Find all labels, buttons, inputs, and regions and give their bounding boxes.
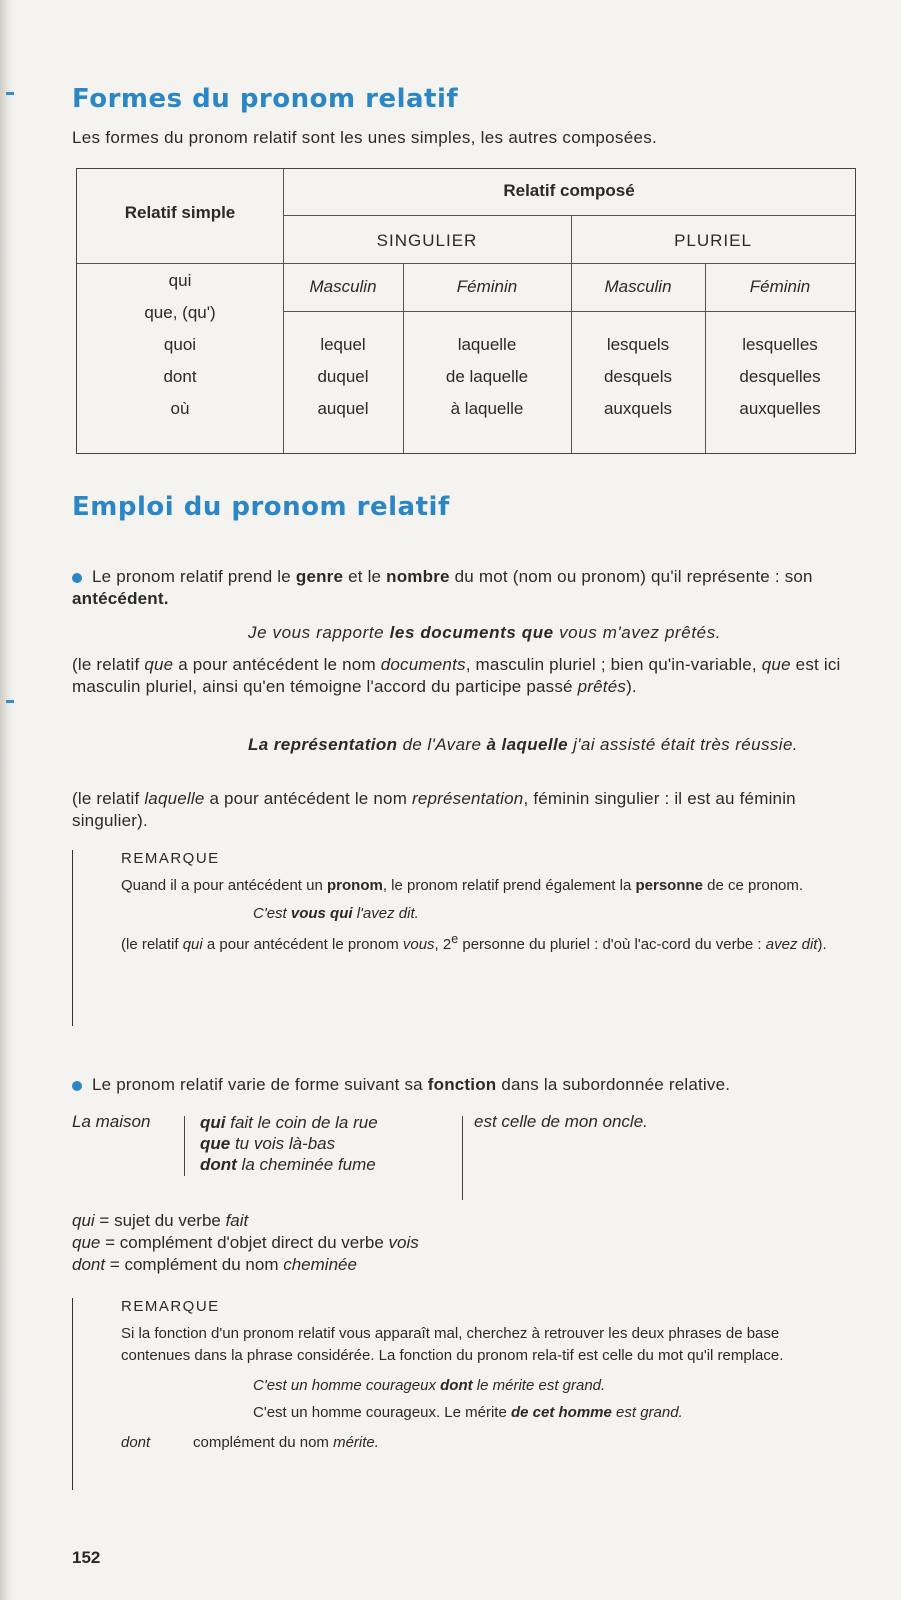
bullet-icon	[72, 573, 82, 583]
text-italic: prêtés	[577, 677, 627, 696]
header-feminin-pluriel: Féminin	[749, 277, 811, 296]
remark-text: Si la fonction d'un pronom relatif vous apparaît mal, cherchez à retrouver les deux phrases de base contenues dans la phrase considérée. La fonction du pronom rela-tif est celle du mot qu'il remplace.	[121, 1325, 784, 1364]
fem-sing-forms-list	[403, 329, 571, 425]
remark-example	[253, 905, 857, 922]
text-bold: vous qui	[290, 905, 353, 922]
function-row	[72, 1232, 419, 1254]
bracket-bar	[462, 1116, 463, 1200]
text-bold: dont	[200, 1155, 237, 1174]
text: , masculin pluriel ; bien qu'in-variable,	[465, 655, 762, 674]
text-bold: les documents que	[389, 623, 554, 642]
text: a pour antécédent le nom	[173, 655, 381, 674]
header-feminin-singulier: Féminin	[456, 277, 518, 296]
table-cell: qui	[168, 271, 192, 290]
relative-line	[200, 1154, 378, 1175]
paragraph-fonction	[72, 1074, 857, 1096]
table-divider	[283, 311, 855, 312]
text-bold: à laquelle	[486, 735, 568, 754]
superscript: e	[451, 932, 459, 946]
explanation-documents	[72, 654, 857, 698]
text: j'ai assisté était très réussie.	[567, 735, 798, 754]
text: du mot (nom ou pronom) qu'il représente : son	[449, 567, 813, 586]
text-italic: mérite.	[333, 1434, 379, 1451]
text: =	[94, 1211, 115, 1230]
table-cell: duquel	[317, 367, 369, 386]
text-italic: documents	[380, 655, 466, 674]
table-cell: à laquelle	[450, 399, 524, 418]
text-bold: pronom	[327, 877, 383, 894]
relative-line	[200, 1112, 378, 1133]
remark-box-fonction	[72, 1298, 857, 1490]
text: Quand il a pour antécédent un	[121, 877, 327, 894]
function-row	[72, 1210, 419, 1232]
text: , 2	[434, 936, 452, 953]
text: ).	[626, 677, 637, 696]
table-cell: lesquelles	[742, 335, 818, 354]
maison-subject: La maison	[72, 1112, 151, 1131]
simple-forms-list	[77, 265, 283, 425]
text-bold: que	[200, 1134, 231, 1153]
text-bold: personne	[635, 877, 703, 894]
text: fait le coin de la rue	[225, 1113, 378, 1132]
explanation-representation	[72, 788, 857, 832]
text: tu vois là-bas	[230, 1134, 336, 1153]
table-divider	[283, 215, 855, 216]
header-pluriel: PLURIEL	[674, 231, 752, 250]
text-bold: fonction	[427, 1075, 497, 1094]
text: vous m'avez prêtés.	[553, 623, 722, 642]
text-italic: qui	[72, 1211, 95, 1230]
table-cell: desquelles	[739, 367, 821, 386]
section-title-emploi: Emploi du pronom relatif	[72, 492, 450, 522]
text-bold: La représentation	[248, 735, 398, 754]
intro-text: Les formes du pronom relatif sont les unes simples, les autres composées.	[72, 128, 658, 147]
text-italic: laquelle	[144, 789, 205, 808]
remark-example-base	[253, 1402, 857, 1424]
bullet-icon	[72, 1081, 82, 1091]
remark-explanation	[121, 928, 857, 956]
text: sujet du verbe	[114, 1211, 226, 1230]
text: (le relatif	[121, 936, 183, 953]
masc-sing-forms-list	[283, 329, 403, 425]
text: l'avez dit.	[352, 905, 419, 922]
text: (le relatif	[72, 655, 145, 674]
header-masculin-singulier: Masculin	[309, 277, 377, 296]
table-cell: lequel	[320, 335, 366, 354]
table-cell: que, (qu')	[144, 303, 216, 322]
table-cell: auquel	[317, 399, 369, 418]
text-italic: vois	[388, 1233, 419, 1252]
text-italic: fait	[225, 1211, 249, 1230]
text-italic: que	[144, 655, 174, 674]
text-italic: dont	[72, 1255, 106, 1274]
text: , le pronom relatif prend également la	[382, 877, 636, 894]
example-documents	[248, 622, 721, 644]
example-representation	[248, 734, 848, 756]
text-italic: est grand.	[611, 1404, 683, 1421]
text: la cheminée fume	[236, 1155, 376, 1174]
remark-conclusion	[121, 1432, 857, 1454]
header-masculin-pluriel: Masculin	[604, 277, 672, 296]
text: a pour antécédent le pronom	[202, 936, 403, 953]
page-binding-edge	[0, 0, 14, 1600]
text: de ce pronom.	[703, 877, 804, 894]
header-relatif-simple: Relatif simple	[124, 203, 236, 222]
text: dans la subordonnée relative.	[496, 1075, 731, 1094]
edge-mark	[6, 92, 14, 95]
text-bold: antécédent.	[72, 589, 169, 608]
text: de l'Avare	[397, 735, 487, 754]
text: complément du nom	[193, 1434, 334, 1451]
text-italic: dont	[121, 1434, 151, 1451]
text-bold: genre	[295, 567, 344, 586]
header-relatif-compose: Relatif composé	[503, 181, 635, 200]
maison-end: est celle de mon oncle.	[474, 1112, 648, 1131]
table-divider	[77, 263, 855, 264]
text: est ici masculin pluriel, ainsi qu'en témoigne l'accord du participe passé	[72, 655, 841, 696]
fem-plur-forms-list	[705, 329, 855, 425]
relative-pronoun-table	[76, 168, 856, 454]
text: =	[100, 1233, 120, 1252]
text: et le	[343, 567, 387, 586]
table-cell: auxquels	[603, 399, 673, 418]
text: , féminin singulier : il est au féminin singulier).	[72, 789, 796, 830]
text: Le pronom relatif varie de forme suivant sa	[92, 1075, 428, 1094]
edge-mark	[6, 700, 14, 703]
text: C'est	[253, 905, 291, 922]
text: a pour antécédent le nom	[204, 789, 412, 808]
table-cell: auxquelles	[739, 399, 821, 418]
text: C'est un homme courageux. Le mérite	[253, 1404, 511, 1421]
table-cell: desquels	[603, 367, 673, 386]
text-italic: qui	[182, 936, 203, 953]
remark-box-pronom	[72, 850, 857, 1026]
table-cell: lesquels	[606, 335, 670, 354]
text: complément du nom	[124, 1255, 284, 1274]
text: (le relatif	[72, 789, 145, 808]
text: Je vous rapporte	[248, 623, 390, 642]
text-bold: nombre	[386, 567, 450, 586]
remark-title: REMARQUE	[121, 1298, 220, 1315]
relative-line	[200, 1133, 378, 1154]
table-cell: où	[170, 399, 190, 418]
text-bold: qui	[200, 1113, 226, 1132]
remark-example	[253, 1377, 857, 1394]
masc-plur-forms-list	[571, 329, 705, 425]
text: C'est un homme courageux	[253, 1377, 441, 1394]
text-bold: dont	[440, 1377, 473, 1394]
section-title-formes: Formes du pronom relatif	[72, 84, 459, 114]
text: =	[105, 1255, 125, 1274]
remark-title: REMARQUE	[121, 850, 220, 867]
table-cell: laquelle	[457, 335, 517, 354]
function-list	[72, 1210, 419, 1276]
remark-text	[121, 875, 857, 897]
text-italic: que	[761, 655, 791, 674]
text: complément d'objet direct du verbe	[119, 1233, 389, 1252]
bracket-bar	[184, 1116, 185, 1176]
maison-relatives	[200, 1112, 378, 1175]
table-cell: quoi	[163, 335, 197, 354]
text: personne du pluriel : d'où l'ac-cord du verbe :	[458, 936, 766, 953]
text: ).	[817, 936, 827, 953]
text-italic: avez dit	[765, 936, 818, 953]
text-italic: cheminée	[283, 1255, 357, 1274]
text-italic: vous	[402, 936, 435, 953]
header-singulier: SINGULIER	[376, 231, 478, 250]
table-cell: dont	[163, 367, 197, 386]
table-cell: de laquelle	[445, 367, 529, 386]
function-row	[72, 1254, 419, 1276]
text: Le pronom relatif prend le	[92, 567, 296, 586]
text: le mérite est grand.	[472, 1377, 606, 1394]
page-number: 152	[72, 1548, 101, 1567]
text-italic: que	[72, 1233, 101, 1252]
text-bold-italic: de cet homme	[511, 1404, 612, 1421]
text-italic: représentation	[411, 789, 524, 808]
paragraph-genre-nombre	[72, 566, 857, 610]
